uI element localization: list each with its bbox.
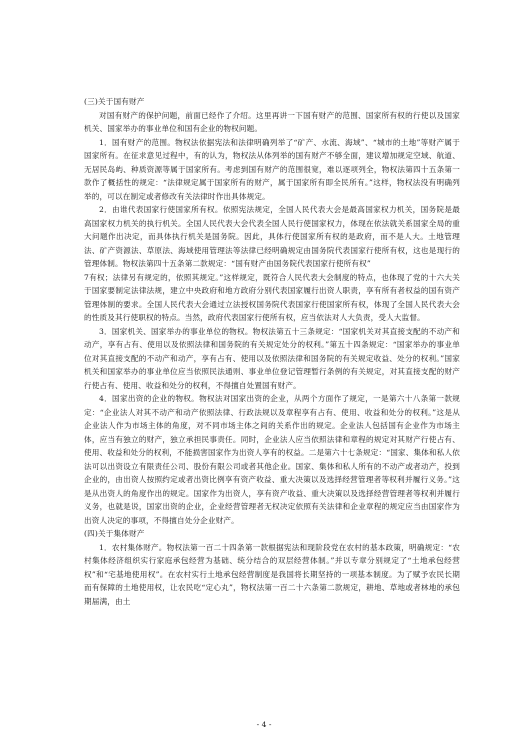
paragraph: 4．国家出资的企业的物权。物权法对国家出资的企业，从两个方面作了规定，一是第六十八条第一款规定：“企业法人对其不动产和动产依照法律、行政法规以及章程享有占有、使用、收益和处分的权利。”这是从企业法人作为市场主体的角度，对不同市场主体之间的关系作出的规定。企业法人包括国有企业作为市场主体，应当有独立的财产，独立承担民事责任。同时，企业法人应当依照法律和章程的规定对其财产行使占有、使用、收益和处分的权利，不能损害国家作为出资人享有的权益。二是第六十七条规定：“国家、集体和私人依法可以出资设立有限责任公司、股份有限公司或者其他企业。国家、集体和私人所有的不动产或者动产，投到企业的，由出资人按照约定或者出资比例享有资产收益、重大决策以及选择经营管理者等权利并履行义务。”这是从出资人的角度作出的规定。国家作为出资人，享有资产收益、重大决策以及选择经营管理者等权利并履行义务，也就是说，国家出资的企业，企业经营管理者无权决定依照有关法律和企业章程的规定应当由国家作为出资人决定的事项，不得擅自处分企业财产。 — [84, 394, 460, 525]
paragraph: 2．由谁代表国家行使国家所有权。依照宪法规定，全国人民代表大会是最高国家权力机关，国务院是最高国家权力机关的执行机关。全国人民代表大会代表全国人民行使国家权力，体现在依法就关系国家全局的重大问题作出决定，而具体执行机关是国务院。因此，具体行使国家所有权的是政府，而不是人大。土地管理法、矿产资源法、草原法、海域使用管理法等法律已经明确规定由国务院代表国家行使所有权，这也是现行的管理体制。物权法第四十五条第二款规定：“国有财产由国务院代表国家行使所有权” — [84, 205, 460, 268]
page-number: - 4 - — [256, 720, 272, 729]
paragraph: 1．农村集体财产。物权法第一百二十四条第一款根据宪法和现阶段党在农村的基本政策，明确规定：“农村集体经济组织实行家庭承包经营为基础、统分结合的双层经营体制。”并以专章分别规定了“土地承包经营权”和“宅基地使用权”。在农村实行土地承包经营制度是我国将长期坚持的一项基本制度。为了赋予农民长期而有保障的土地使用权，让农民吃“定心丸”，物权法第一百二十六条第二款规定，耕地、草地或者林地的承包期届满，由土 — [84, 542, 460, 606]
section-heading-collective-property: (四)关于集体财产 — [84, 529, 145, 538]
paragraph: 7有权；法律另有规定的，依照其规定。”这样规定，既符合人民代表大会制度的特点，也体现了党的十六大关于国家要制定法律法规，建立中央政府和地方政府分别代表国家履行出资人职责，享有所有者权益的国有资产管理体制的要求。全国人民代表大会通过立法授权国务院代表国家行使国家所有权，体现了全国人民代表大会的性质及其行使职权的特点。当然，政府代表国家行使所有权，应当依法对人大负责，受人大监督。 — [84, 272, 460, 322]
paragraph: 对国有财产的保护问题，前面已经作了介绍。这里再讲一下国有财产的范围、国家所有权的行使以及国家机关、国家举办的事业单位和国有企业的物权问题。 — [84, 110, 460, 133]
paragraph: 1．国有财产的范围。物权法依据宪法和法律明确列举了“矿产、水流、海域”、“城市的土地”等财产属于国家所有。在征求意见过程中，有的认为，物权法从体列举的国有财产不够全面，建议增加规定空域、航道、无居民岛屿、种质资源等属于国家所有。考虑到国有财产的范围很宽，难以逐项列全，物权法第四十五条第一款作了概括性的规定：“法律规定属于国家所有的财产，属于国家所有即全民所有。”这样，物权法没有明确列举的，可以在制定或者修改有关法律时作出具体规定。 — [84, 137, 460, 201]
document-body — [84, 95, 460, 608]
paragraph: 3．国家机关、国家举办的事业单位的物权。物权法第五十三条规定：“国家机关对其直接支配的不动产和动产，享有占有、使用以及依照法律和国务院的有关规定处分的权利。”第五十四条规定：“国家举办的事业单位对其直接支配的不动产和动产，享有占有、使用以及依照法律和国务院的有关规定收益、处分的权利。”国家机关和国家举办的事业单位应当依照民法通则、事业单位登记管理暂行条例的有关规定，对其直接支配的财产行使占有、使用、收益和处分的权利，不得擅自处置国有财产。 — [84, 326, 460, 390]
section-heading-state-property: (三)关于国有财产 — [84, 97, 145, 106]
